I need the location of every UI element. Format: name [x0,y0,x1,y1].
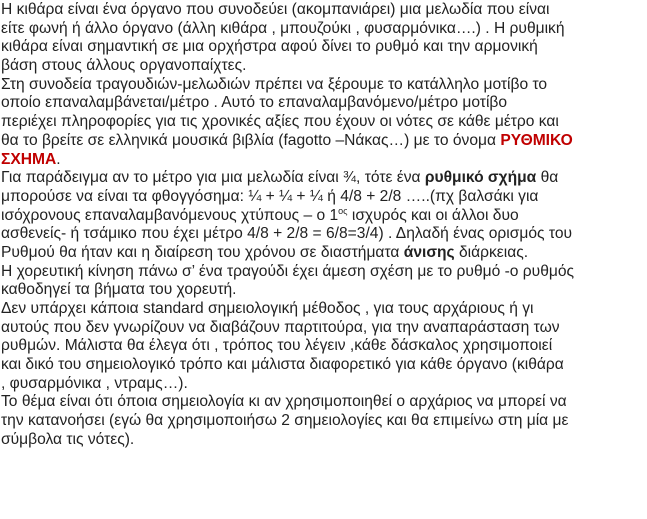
text-line: Η χορευτική κίνηση πάνω σ’ ένα τραγούδι έχει άμεση σχέση με το ρυθμό -ο ρυθμός [1,262,575,280]
text-segment: Ρυθμού θα ήταν και η διαίρεση του χρόνου σε διαστήματα [1,243,404,261]
text-line: οποίο επαναλαμβάνεται/μέτρο . Αυτό το επαναλαμβανόμενο/μέτρο μοτίβο [1,94,508,112]
text-segment: . [56,150,61,168]
text-line [1,207,647,226]
rhythm-pattern-term: ΡΥΘΜΙΚΟ [500,131,573,149]
text-line: είτε φωνή ή άλλο όργανο (άλλη κιθάρα , μπουζούκι , φυσαρμόνικα….) . Η ρυθμική [1,19,565,37]
text-segment: θα [536,169,559,187]
paragraph-dance [0,263,647,300]
text-line: Στη συνοδεία τραγουδιών-μελωδιών πρέπει να ξέρουμε το κατάλληλο μοτίβο το [1,75,548,93]
text-segment: ισχυρός και οι άλλοι δυο [347,206,519,224]
text-line: Δεν υπάρχει κάποια standard σημειολογική μέθοδος , για τους αρχάριους ή γι [1,300,534,317]
text-line: βάση στους άλλους οργανοπαίχτες. [1,57,247,75]
paragraph-conclusion [0,393,647,449]
text-line: και δικό του σημειολογικό τρόπο και μάλιστα διαφορετικό για κάθε όργανο (κιθάρα [1,356,564,374]
text-line: μπορούσε να είναι τα φθογγόσημα: ¼ + ¼ + ¼ ή 4/8 + 2/8 …..(πχ βαλσάκι για [1,187,539,205]
text-segment: θα το βρείτε σε ελληνικά μουσικά βιβλία (fagotto –Νάκας…) με το όνομα [1,131,501,149]
text-line: Το θέμα είναι ότι όποια σημειολογία κι αν χρησιμοποιηθεί ο αρχάριος να μπορεί να [1,393,567,411]
text-line: την κατανοήσει (εγώ θα χρησιμοποιήσω 2 σημειολογίες και θα επιμείνω στη μία με [1,412,569,430]
ordinal-superscript: ος [338,205,348,216]
bold-term-unequal: άνισης [403,243,455,261]
text-segment: Για παράδειγμα αν το μέτρο για μια μελωδία είναι ¾, τότε ένα [1,169,425,187]
paragraph-rhythm-pattern [0,76,647,169]
paragraph-intro [0,1,647,76]
text-line: ρυθμών. Μάλιστα θα έλεγα ότι , τρόπος του λέγειν ,κάθε δάσκαλος χρησιμοποιεί [1,337,553,355]
text-line [1,244,647,263]
text-segment: διάρκειας. [454,243,529,261]
text-line: περιέχει πληροφορίες για τις χρονικές αξίες που έχουν οι νότες σε κάθε μέτρο και [1,113,559,131]
text-line: αυτούς που δεν γνωρίζουν να διαβάζουν παρτιτούρα, για την αναπαράσταση των [1,318,560,336]
rhythm-pattern-term-cont: ΣΧΗΜΑ [1,150,57,168]
text-line: κιθάρα είναι σημαντική σε μια ορχήστρα αφού δίνει το ρυθμό και την αρμονική [1,38,538,56]
text-line: , φυσαρμόνικα , ντραμς…). [1,374,188,392]
text-line: σύμβολα τις νότες). [1,430,135,448]
text-line: Η κιθάρα είναι ένα όργανο που συνοδεύει (ακομπανιάρει) μια μελωδία που είναι [1,1,550,18]
text-line [1,132,647,151]
paragraph-example [0,169,647,262]
text-line [1,169,647,188]
text-line: ασθενείς- ή τσάμικο που έχει μέτρο 4/8 + 2/8 = 6/8=3/4) . Δηλαδή ένας ορισμός του [1,225,573,243]
paragraph-notation [0,300,647,393]
text-line [1,151,647,170]
text-segment: ισόχρονους επαναλαμβανόμενους χτύπους – ο 1 [1,206,339,224]
text-line: καθοδηγεί τα βήματα του χορευτή. [1,281,237,299]
bold-term-rhythmic-pattern: ρυθμικό σχήμα [424,169,537,187]
